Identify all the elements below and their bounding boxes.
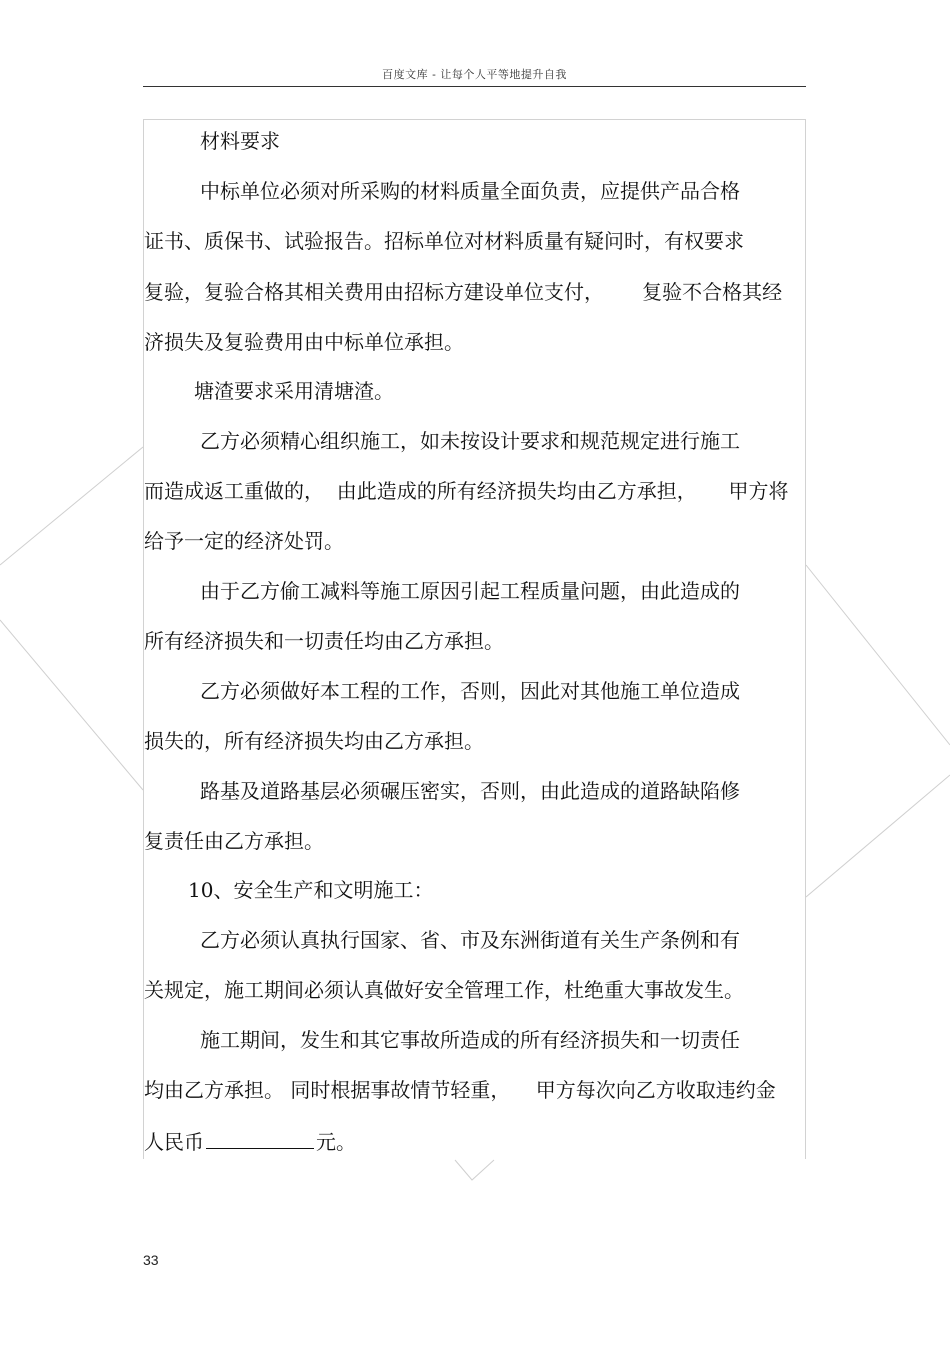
paragraph-line-penalty-amount [144,1128,356,1154]
paragraph-line: 复责任由乙方承担。 [144,829,324,853]
header-divider [143,86,806,87]
section-heading-safety: 10、安全生产和文明施工： [188,878,434,902]
paragraph-line: 关规定，施工期间必须认真做好安全管理工作，杜绝重大事故发生。 [144,978,744,1002]
paragraph-line: 所有经济损失和一切责任均由乙方承担。 [144,629,504,653]
section-heading-material: 材料要求 [200,129,280,153]
paragraph-line: 给予一定的经济处罚。 [144,529,344,553]
paragraph-line: 乙方必须精心组织施工，如未按设计要求和规范规定进行施工 [200,429,740,453]
paragraph-line: 中标单位必须对所采购的材料质量全面负责，应提供产品合格 [200,179,740,203]
paragraph-line: 乙方必须认真执行国家、省、市及东洲街道有关生产条例和有 [200,928,740,952]
page-number: 33 [143,1252,159,1268]
paragraph-line: 由于乙方偷工减料等施工原因引起工程质量问题，由此造成的 [200,579,740,603]
paragraph-line: 复验，复验合格其相关费用由招标方建设单位支付， 复验不合格其经 [144,280,783,304]
paragraph-line: 均由乙方承担。 同时根据事故情节轻重， 甲方每次向乙方收取违约金 [144,1078,776,1102]
amount-blank-field [206,1128,314,1149]
document-header: 百度文库 - 让每个人平等地提升自我 [382,68,567,81]
paragraph-line: 施工期间，发生和其它事故所造成的所有经济损失和一切责任 [200,1028,740,1052]
paragraph-line: 而造成返工重做的， 由此造成的所有经济损失均由乙方承担， 甲方将 [144,479,789,503]
paragraph-line: 损失的，所有经济损失均由乙方承担。 [144,729,484,753]
paragraph-line: 证书、质保书、试验报告。招标单位对材料质量有疑问时，有权要求 [144,229,744,253]
paragraph-line: 济损失及复验费用由中标单位承担。 [144,330,464,354]
paragraph-line: 路基及道路基层必须碾压密实，否则，由此造成的道路缺陷修 [200,779,740,803]
currency-label: 人民币 [144,1130,204,1154]
currency-unit: 元。 [316,1130,356,1154]
paragraph-line: 塘渣要求采用清塘渣。 [194,379,394,403]
paragraph-line: 乙方必须做好本工程的工作，否则，因此对其他施工单位造成 [200,679,740,703]
